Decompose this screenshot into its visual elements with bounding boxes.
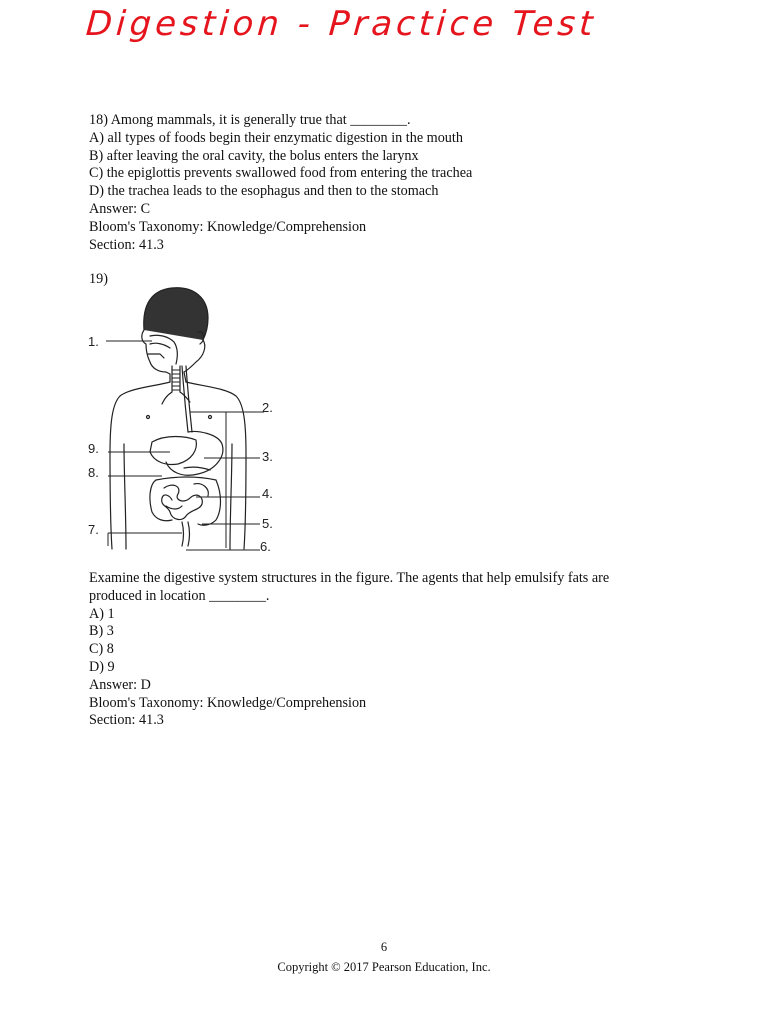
option-c: C) 8 [89, 641, 114, 658]
option-a: A) 1 [89, 605, 115, 622]
figure-label-2: 2. [262, 400, 273, 415]
question-19 [89, 570, 609, 730]
copyright-notice: Copyright © 2017 Pearson Education, Inc. [277, 960, 491, 974]
section: Section: 41.3 [89, 712, 164, 729]
question-18-stem [89, 112, 472, 130]
answer: Answer: D [89, 676, 151, 693]
figure-label-7: 7. [88, 522, 99, 537]
section: Section: 41.3 [89, 236, 164, 253]
question-stem: Among mammals, it is generally true that ________. [110, 112, 411, 128]
option-d: D) the trachea leads to the esophagus and then to the stomach [89, 183, 439, 200]
page-title: Digestion - Practice Test [84, 4, 598, 44]
figure-label-4: 4. [262, 486, 273, 501]
figure-label-1: 1. [88, 334, 99, 349]
figure-label-6: 6. [260, 539, 271, 554]
figure-label-5: 5. [262, 516, 273, 531]
blooms-taxonomy: Bloom's Taxonomy: Knowledge/Comprehension [89, 694, 367, 711]
option-c: C) the epiglottis prevents swallowed food from entering the trachea [89, 165, 473, 182]
option-b: B) 3 [89, 623, 114, 640]
question-19-stem-line-1: Examine the digestive system structures in the figure. The agents that help emulsify fats are [89, 570, 610, 586]
figure-label-9: 9. [88, 441, 99, 456]
page-number: 6 [380, 940, 388, 954]
blooms-taxonomy: Bloom's Taxonomy: Knowledge/Comprehension [89, 218, 367, 235]
option-b: B) after leaving the oral cavity, the bolus enters the larynx [89, 147, 419, 164]
answer: Answer: C [89, 200, 151, 217]
question-19-number: 19) [89, 271, 108, 287]
question-number: 18) [89, 112, 108, 128]
figure-label-8: 8. [88, 465, 99, 480]
question-18 [89, 112, 472, 254]
figure-label-3: 3. [262, 449, 273, 464]
option-a: A) all types of foods begin their enzymatic digestion in the mouth [89, 129, 463, 146]
digestive-system-figure [86, 284, 286, 559]
question-19-stem-line-2: produced in location ________. [89, 587, 270, 604]
option-d: D) 9 [89, 658, 115, 675]
